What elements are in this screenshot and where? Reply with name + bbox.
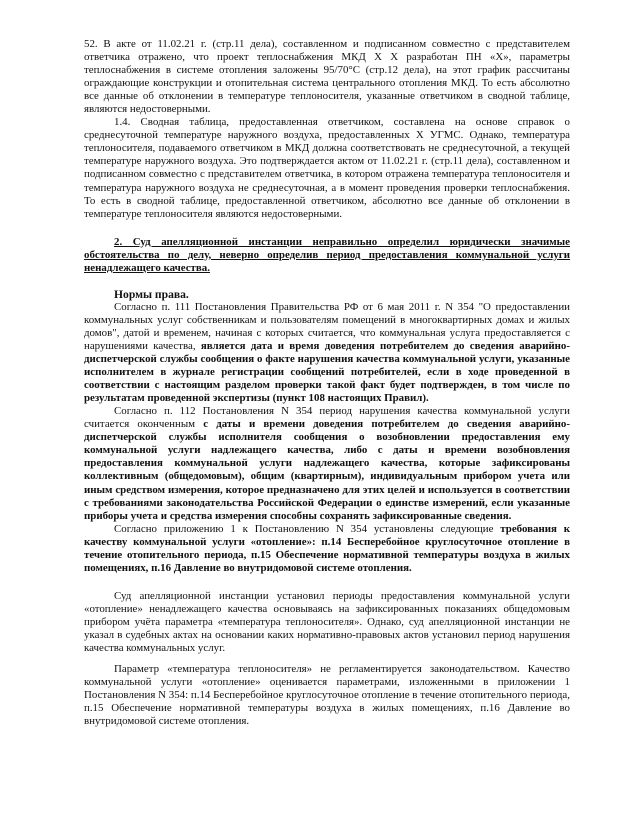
p111-text: Согласно п. 111 Постановления Правительства РФ от 6 мая 2011 г. N 354 "О предоставлении коммунальных услуг собственникам и пользователям помещений в многоквартирных домах и жилых домов", датой и временем, начиная с которых считается, что коммунальная услуга предоставляется с нарушениями качества, (84, 300, 570, 352)
paragraph-1-4: 1.4. Сводная таблица, предоставленная ответчиком, составлена на основе справок о среднесуточной температуре наружного воздуха, предоставленных Х УГМС. Однако, температура теплоносителя, подаваемого ответчиком в МКД должна соответствовать не среднесуточной, а текущей температуре наружного воздуха. Это подтверждается актом от 11.02.21 г. (стр.11 дела), составленном и подписанном совместно с представителем ответчика, в котором отражена температура теплоносителя и температура наружного воздуха не среднесуточная, а в момент проведения проверки теплоснабжения. То есть в сводной таблице, предоставленной ответчиком, абсолютно все данные об отклонении в температуре теплоносителя являются недостоверными. (84, 116, 570, 220)
paragraph-p111 (84, 301, 570, 405)
paragraph-act-52: 52. В акте от 11.02.21 г. (стр.11 дела), составленном и подписанном совместно с представителем ответчика отражено, что проект теплоснабжения МКД Х Х разработан ПН «Х», параметры теплоснабжения в системе отопления заложены 95/70°С (стр.12 дела), на этот график рассчитаны ограждающие конструкции и отопительная система центрального отопления МКД. То есть абсолютно все данные об отклонении в температуре теплоносителя, указанные ответчиком в сводной таблице, являются недостоверными. (84, 38, 570, 116)
norms-title: Нормы права. (114, 287, 189, 301)
paragraph-appeal-court: Суд апелляционной инстанции установил периоды предоставления коммунальной услуги «отопление» ненадлежащего качества основываясь на зафиксированных показаниях общедомовым прибором учёта параметра «температура теплоносителя». Однако, суд апелляционной инстанции не указал в судебных актах на основании каких нормативно-правовых актов установил период нарушения качества коммунальных услуг. (84, 589, 570, 655)
paragraph-parameter: Параметр «температура теплоносителя» не регламентируется законодательством. Качество коммунальной услуги «отопление» оценивается параметрами, изложенными в приложении 1 Постановления N 354: п.14 Бесперебойное круглосуточное отопление в течение отопительного периода, п.15 Обеспечение нормативной температуры воздуха в жилых помещениях, п.16 Давление во внутридомовой системе отопления. (84, 663, 570, 728)
p112-bold-text: с даты и времени доведения потребителем до сведения аварийно-диспетчерской службы исполнителя сообщения о возобновлении предоставления ему коммунальной услуги надлежащего качества, либо с даты и времени возобновления предоставления коммунальной услуги надлежащего качества, которые зафиксированы коллективным (общедомовым), общим (квартирным), индивидуальным прибором учета или иным средством измерения, которое предназначено для этих целей и используется в соответствии с требованиями законодательства Российской Федерации о единстве измерений, если указанные приборы учета и средства измерения способны сохранять зафиксированные сведения. (84, 418, 570, 522)
p112-text: Согласно п. 112 Постановления N 354 период нарушения качества коммунальной услуги считается оконченным (84, 405, 570, 431)
section-heading-2: 2. Суд апелляционной инстанции неправильно определил юридически значимые обстоятельства по делу, неверно определив период предоставления коммунальной услуги ненадлежащего качества. (84, 235, 570, 274)
appendix-text: Согласно приложению 1 к Постановлению N 354 установлены следующие (114, 522, 501, 535)
appendix-bold-text: требования к качеству коммунальной услуги «отопление»: п.14 Бесперебойное круглосуточное отопление в течение отопительного периода, п.15 Обеспечение нормативной температуры воздуха в жилых помещениях, п.16 Давление во внутридомовой системе отопления. (84, 522, 570, 574)
document-page (84, 38, 570, 728)
p111-bold-text: является дата и время доведения потребителем до сведения аварийно-диспетчерской службы сообщения о факте нарушения качества коммунальной услуги, указанные исполнителем в журнале регистрации сообщений потребителей, если в ходе проведенной в соответствии с настоящим разделом проверки такой факт будет подтвержден, в том числе по результатам проведенной экспертизы (пункт 108 настоящих Правил). (84, 339, 570, 405)
paragraph-p112 (84, 405, 570, 522)
paragraph-appendix-1 (84, 523, 570, 575)
